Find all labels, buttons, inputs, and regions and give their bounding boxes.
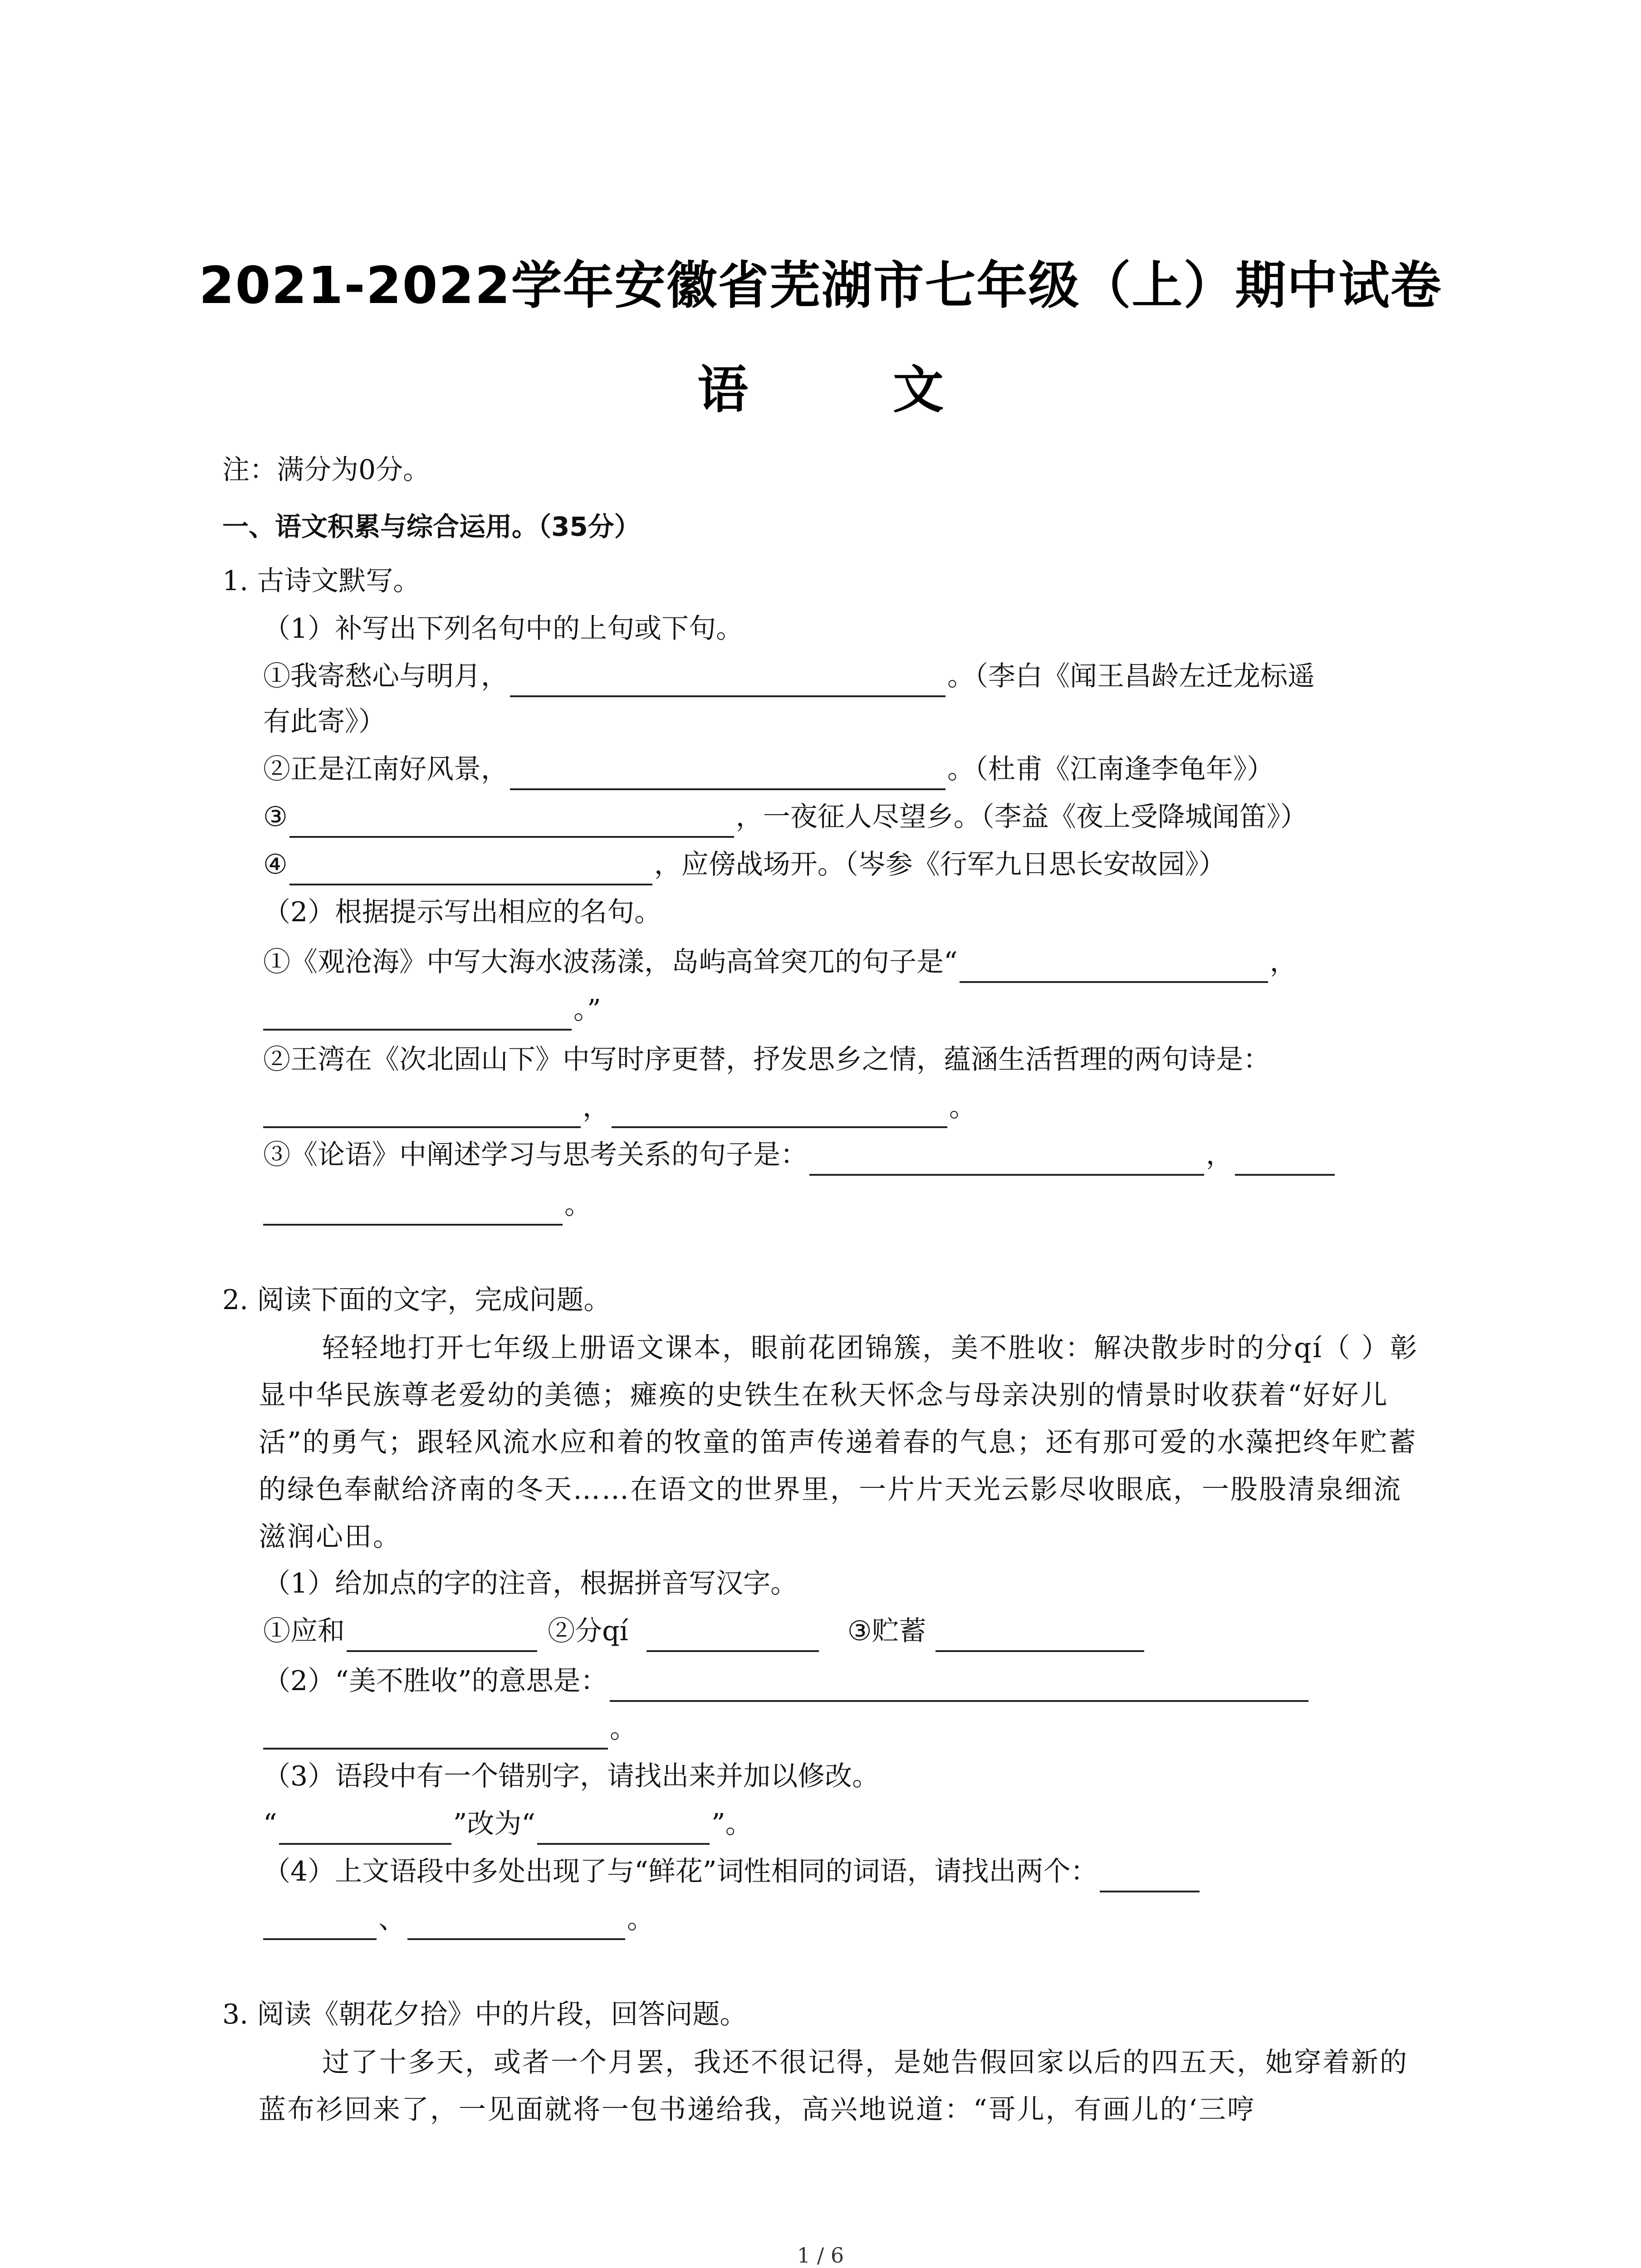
q2-item-2: ②分qí	[548, 1615, 628, 1647]
exam-title: 2021-2022学年安徽省芜湖市七年级（上）期中试卷	[199, 256, 1442, 315]
q2-sub3-close: ”。	[711, 1808, 753, 1840]
q2-passage: 轻轻地打开七年级上册语文课本，眼前花团锦簇，美不胜收：解决散步时的分qí（ ）彰显中华民族尊老爱幼的美德；瘫痪的史铁生在秋天怀念与母亲决别的情景时收获着“好好儿活”的勇气；跟轻风流水应和着的牧童的笛声传递着春的气息；还有那可爱的水藻把终年贮蓄的绿色奉献给济南的冬天……在语文的世界里，一片片天光云影尽收眼底，一股股清泉细流滋润心田。	[259, 1332, 1419, 1553]
q1-p1-comma: ，	[1269, 946, 1297, 978]
q2-sub3-answer	[263, 1803, 753, 1845]
answer-blank[interactable]	[263, 999, 572, 1031]
answer-blank[interactable]	[936, 1620, 1144, 1652]
section-heading: 一、语文积累与综合运用。（35分）	[222, 511, 641, 542]
q1-line2	[263, 748, 1274, 790]
q1-part2-prompt: （2）根据提示写出相应的名句。	[263, 896, 662, 928]
q2-sub4-end: 。	[627, 1903, 654, 1935]
q1-p1-cont	[263, 989, 601, 1031]
q2-sub4-sep: 、	[378, 1903, 406, 1935]
q1-p1-text: ①《观沧海》中写大海水波荡漾，岛屿高耸突兀的句子是“	[263, 946, 958, 978]
answer-blank[interactable]	[289, 854, 652, 885]
q2-sub2	[263, 1660, 1310, 1702]
q1-p1	[263, 941, 1297, 983]
q1-line1-text: ①我寄愁心与明月，	[263, 660, 508, 692]
q1-line1-cont: 有此寄》）	[263, 706, 386, 738]
q2-sub3-prompt: （3）语段中有一个错别字，请找出来并加以修改。	[263, 1760, 880, 1792]
question-3-heading: 3. 阅读《朝花夕拾》中的片段，回答问题。	[222, 1999, 747, 2030]
answer-blank[interactable]	[1235, 1144, 1335, 1176]
q2-sub1-items	[263, 1610, 1146, 1652]
q1-line3-text: ，一夜征人尽望乡。（李益《夜上受降城闻笛》）	[735, 801, 1308, 833]
exam-subject: 语 文	[697, 361, 1007, 420]
q2-sub1-prompt: （1）给加点的字的注音，根据拼音写汉字。	[263, 1568, 798, 1599]
q1-line2-text: ②正是江南好风景，	[263, 753, 508, 785]
q2-sub4-prompt: （4）上文语段中多处出现了与“鲜花”词性相同的词语，请找出两个：	[263, 1856, 1098, 1887]
answer-blank[interactable]	[647, 1620, 819, 1652]
answer-blank[interactable]	[610, 1670, 1308, 1702]
page-number: 1 / 6	[797, 2243, 844, 2268]
q2-sub4-cont	[263, 1898, 654, 1940]
q1-line4-marker: ④	[263, 849, 288, 880]
q1-p3-comma: ，	[1206, 1139, 1233, 1171]
answer-blank[interactable]	[263, 1194, 563, 1226]
q1-line1-source: 。（李白《闻王昌龄左迁龙标遥	[947, 660, 1315, 692]
answer-blank[interactable]	[960, 951, 1268, 983]
q1-p3-cont	[263, 1184, 592, 1226]
q1-line4-text: ，应傍战场开。（岑参《行军九日思长安故园》）	[654, 849, 1226, 880]
answer-blank[interactable]	[407, 1908, 625, 1940]
q1-p2: ②王湾在《次北固山下》中写时序更替，抒发思乡之情，蕴涵生活哲理的两句诗是：	[263, 1044, 1270, 1075]
answer-blank[interactable]	[612, 1096, 947, 1128]
question-1-heading: 1. 古诗文默写。	[222, 565, 421, 597]
answer-blank[interactable]	[347, 1620, 537, 1652]
answer-blank[interactable]	[279, 1813, 451, 1845]
answer-blank[interactable]	[289, 806, 734, 838]
q1-p3-end: 。	[564, 1189, 592, 1221]
q2-sub3-mid: ”改为“	[453, 1808, 536, 1840]
q1-p2-comma: ，	[583, 1091, 610, 1123]
q2-item-3: ③贮蓄	[847, 1615, 926, 1647]
q3-passage: 过了十多天，或者一个月罢，我还不很记得，是她告假回家以后的四五天，她穿着新的蓝布衫回来了，一见面就将一包书递给我，高兴地说道：“哥儿，有画儿的‘三哼	[259, 2047, 1408, 2126]
q1-p2-end: 。	[949, 1091, 976, 1123]
q1-line4	[263, 844, 1226, 885]
answer-blank[interactable]	[263, 1718, 608, 1750]
q1-line3	[263, 796, 1308, 838]
q1-p1-end: 。”	[573, 994, 601, 1026]
answer-blank[interactable]	[263, 1096, 581, 1128]
answer-blank[interactable]	[510, 665, 945, 697]
q2-sub3-open: “	[263, 1808, 277, 1840]
score-note: 注：满分为0分。	[222, 454, 431, 486]
answer-blank[interactable]	[510, 758, 945, 790]
q2-sub4	[263, 1851, 1201, 1892]
q1-part1-prompt: （1）补写出下列名句中的上句或下句。	[263, 613, 744, 645]
q1-p3	[263, 1134, 1337, 1176]
q2-item-1: ①应和	[263, 1615, 345, 1647]
answer-blank[interactable]	[809, 1144, 1204, 1176]
answer-blank[interactable]	[1100, 1861, 1200, 1892]
answer-blank[interactable]	[263, 1908, 377, 1940]
answer-blank[interactable]	[537, 1813, 710, 1845]
q1-line2-source: 。（杜甫《江南逢李龟年》）	[947, 753, 1274, 785]
q1-p3-text: ③《论语》中阐述学习与思考关系的句子是：	[263, 1139, 808, 1171]
question-2-heading: 2. 阅读下面的文字，完成问题。	[222, 1284, 611, 1316]
q1-p2-cont	[263, 1086, 976, 1128]
q1-line3-marker: ③	[263, 801, 288, 833]
q2-sub2-cont	[263, 1708, 637, 1750]
q1-line1	[263, 655, 1315, 697]
q2-sub2-end: 。	[610, 1713, 637, 1745]
q2-sub2-prompt: （2）“美不胜收”的意思是：	[263, 1665, 608, 1697]
